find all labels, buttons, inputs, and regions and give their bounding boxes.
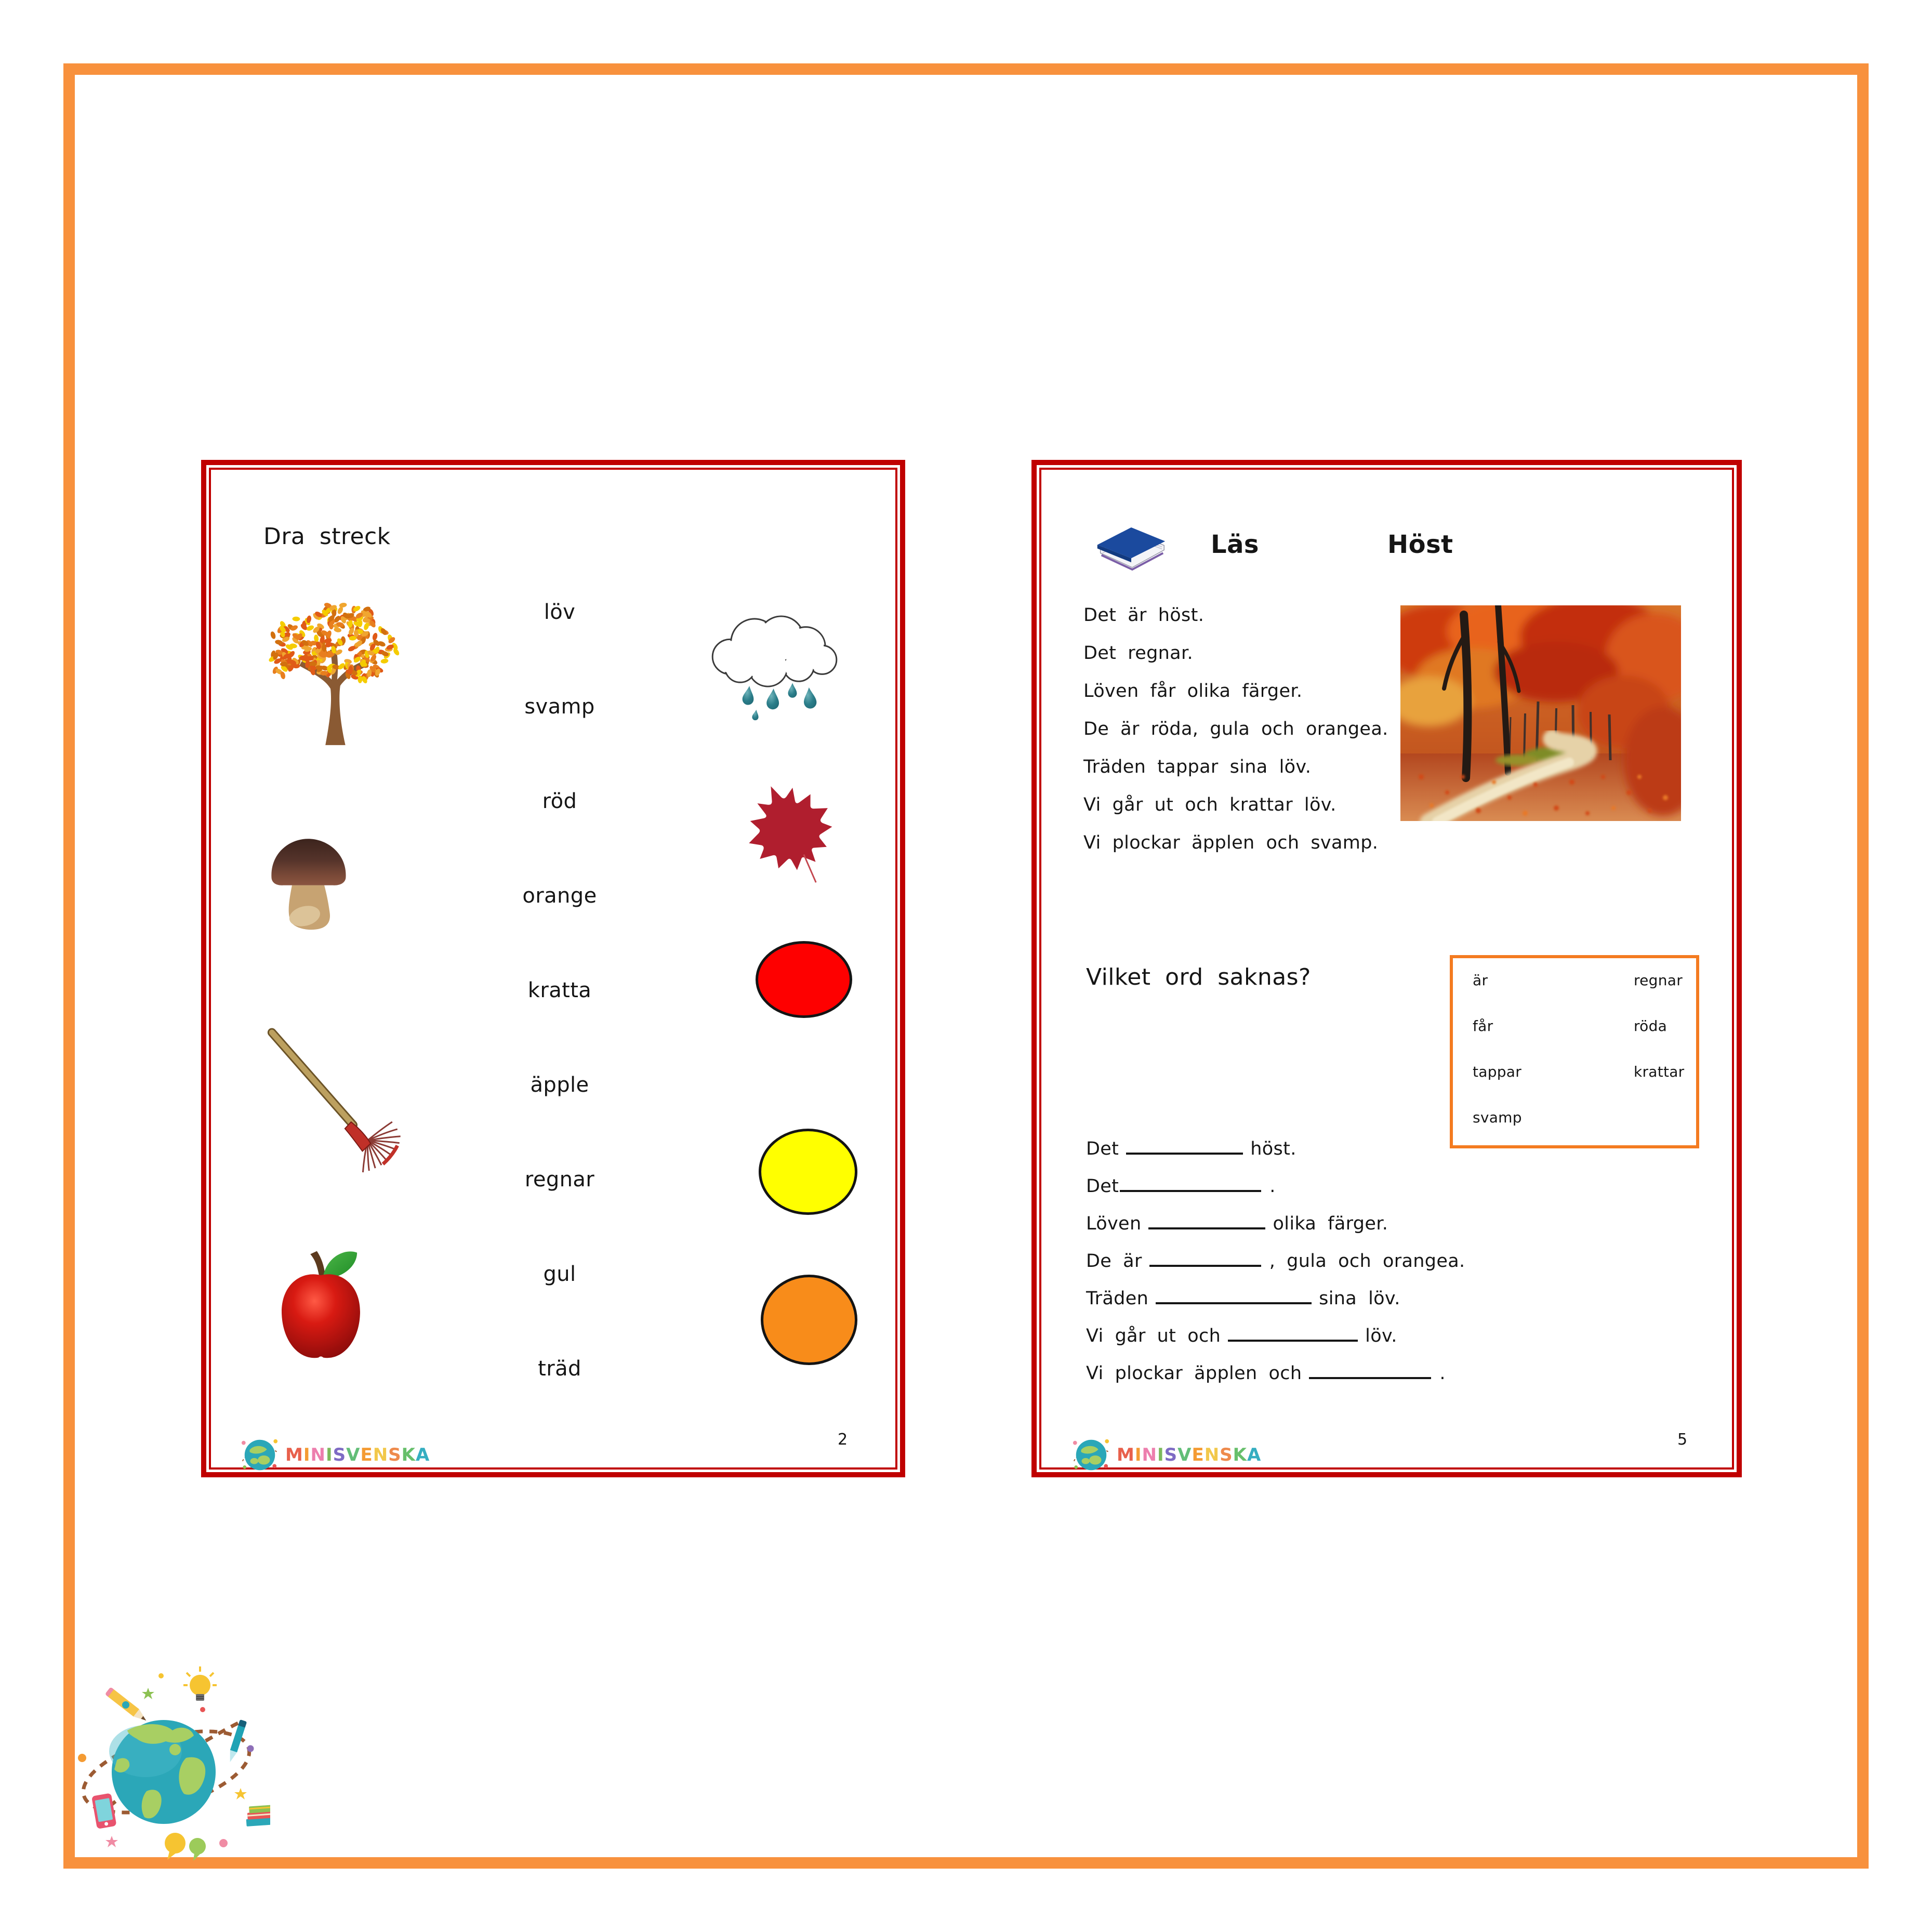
globe-logo-icon bbox=[240, 1435, 280, 1475]
answer-blank bbox=[1149, 1249, 1261, 1267]
fill-after: löv. bbox=[1365, 1326, 1397, 1346]
fill-line bbox=[1086, 1280, 1465, 1317]
fill-line bbox=[1086, 1205, 1465, 1242]
maple-leaf-icon bbox=[729, 779, 851, 886]
page-number: 5 bbox=[1677, 1431, 1688, 1449]
bank-word-svamp: svamp bbox=[1473, 1109, 1522, 1126]
word-bank-box bbox=[1450, 955, 1699, 1148]
question-heading: Vilket ord saknas? bbox=[1086, 964, 1311, 990]
story-paragraph bbox=[1083, 597, 1388, 862]
match-word-lov: löv bbox=[544, 600, 576, 624]
answer-blank bbox=[1309, 1361, 1431, 1379]
bank-word-regnar: regnar bbox=[1634, 972, 1683, 989]
read-label: Läs bbox=[1211, 530, 1259, 559]
minisvenska-logo bbox=[240, 1435, 430, 1475]
bank-word-krattar: krattar bbox=[1634, 1063, 1685, 1080]
fill-line bbox=[1086, 1168, 1465, 1205]
story-line: Vi går ut och krattar löv. bbox=[1083, 795, 1336, 815]
globe-logo-icon bbox=[1071, 1435, 1111, 1475]
answer-blank bbox=[1148, 1212, 1265, 1229]
match-word-rod: röd bbox=[542, 789, 577, 813]
book-icon bbox=[1086, 517, 1173, 576]
fill-line bbox=[1086, 1355, 1465, 1392]
bank-word-roda: röda bbox=[1634, 1017, 1668, 1035]
fill-before: Löven bbox=[1086, 1213, 1142, 1234]
story-line: De är röda, gula och orangea. bbox=[1083, 719, 1388, 739]
globe-doodle-icon bbox=[68, 1660, 270, 1863]
story-title: Höst bbox=[1387, 530, 1453, 559]
rake-icon bbox=[264, 1026, 404, 1173]
fill-after: . bbox=[1269, 1176, 1276, 1197]
answer-blank bbox=[1156, 1287, 1312, 1304]
match-word-orange: orange bbox=[522, 884, 597, 908]
story-line: Träden tappar sina löv. bbox=[1083, 757, 1312, 777]
match-word-gul: gul bbox=[543, 1262, 576, 1286]
page-title: Dra streck bbox=[263, 523, 391, 550]
story-line: Det regnar. bbox=[1083, 643, 1193, 664]
autumn-tree-icon bbox=[263, 598, 402, 746]
story-line: Löven får olika färger. bbox=[1083, 681, 1303, 702]
fill-before: Träden bbox=[1086, 1288, 1149, 1309]
red-circle-icon bbox=[756, 941, 852, 1018]
answer-blank bbox=[1120, 1174, 1261, 1192]
fill-after: sina löv. bbox=[1319, 1288, 1400, 1309]
fill-before: Det bbox=[1086, 1176, 1119, 1197]
fill-line bbox=[1086, 1242, 1465, 1280]
match-word-trad: träd bbox=[538, 1357, 581, 1381]
fill-before: Vi plockar äpplen och bbox=[1086, 1363, 1302, 1384]
fill-before: Det bbox=[1086, 1139, 1119, 1159]
match-word-kratta: kratta bbox=[527, 978, 592, 1002]
match-word-svamp: svamp bbox=[524, 695, 595, 719]
mushroom-icon bbox=[267, 830, 350, 934]
match-word-apple: äpple bbox=[530, 1073, 589, 1097]
answer-blank bbox=[1126, 1137, 1243, 1155]
bank-word-ar: är bbox=[1473, 972, 1488, 989]
story-line: Det är höst. bbox=[1083, 605, 1205, 626]
autumn-forest-photo bbox=[1400, 605, 1681, 821]
fill-line bbox=[1086, 1317, 1465, 1355]
bank-word-far: får bbox=[1473, 1017, 1493, 1035]
fill-before: Vi går ut och bbox=[1086, 1326, 1221, 1346]
worksheet-page-5 bbox=[1031, 460, 1742, 1477]
worksheet-page-2 bbox=[201, 460, 905, 1477]
page-number: 2 bbox=[838, 1431, 848, 1449]
rain-cloud-icon bbox=[703, 615, 847, 725]
minisvenska-logo bbox=[1071, 1435, 1261, 1475]
orange-circle-icon bbox=[761, 1275, 857, 1365]
yellow-circle-icon bbox=[759, 1129, 857, 1215]
fill-after: höst. bbox=[1250, 1139, 1296, 1159]
fill-before: De är bbox=[1086, 1251, 1142, 1272]
logo-wordmark: MINISVENSKA bbox=[285, 1445, 430, 1465]
fill-after: . bbox=[1439, 1363, 1446, 1384]
fill-after: olika färger. bbox=[1273, 1213, 1388, 1234]
apple-icon bbox=[257, 1246, 385, 1367]
story-line: Vi plockar äpplen och svamp. bbox=[1083, 832, 1379, 853]
answer-blank bbox=[1228, 1324, 1358, 1342]
fill-in-exercise bbox=[1086, 1130, 1465, 1392]
logo-wordmark: MINISVENSKA bbox=[1117, 1445, 1262, 1465]
fill-line bbox=[1086, 1130, 1465, 1168]
match-word-regnar: regnar bbox=[524, 1168, 595, 1192]
fill-after: , gula och orangea. bbox=[1269, 1251, 1465, 1272]
bank-word-tappar: tappar bbox=[1473, 1063, 1522, 1080]
